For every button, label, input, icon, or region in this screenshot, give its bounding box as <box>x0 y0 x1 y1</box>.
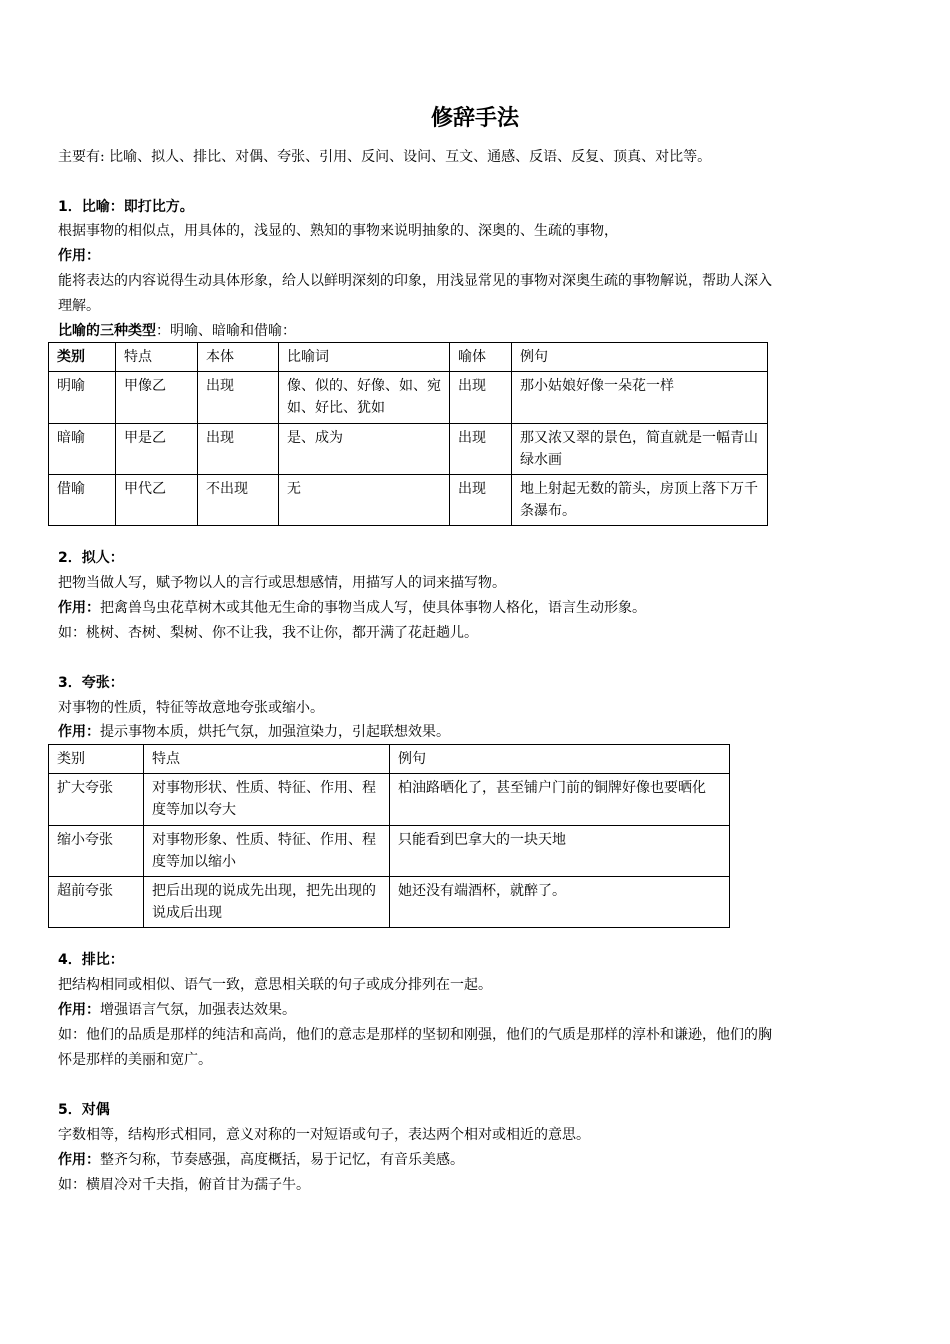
table-header-row <box>49 343 768 372</box>
table-row <box>49 774 730 826</box>
table-cell: 是、成为 <box>279 424 450 475</box>
section-4-role-text: 增强语言气氛，加强表达效果。 <box>100 1002 296 1018</box>
table-cell: 甲代乙 <box>116 475 198 526</box>
table-header-cell: 比喻词 <box>279 343 450 372</box>
table-header-row <box>49 745 730 774</box>
table-cell: 出现 <box>198 372 279 424</box>
section-1-role-label: 作用： <box>58 248 100 264</box>
section-4-role-line <box>58 1000 296 1020</box>
table-cell: 只能看到巴拿大的一块天地 <box>390 826 730 877</box>
metaphor-table <box>48 342 768 526</box>
section-3-role-line <box>58 722 450 742</box>
table-cell: 她还没有端酒杯，就醉了。 <box>390 877 730 928</box>
section-2-example: 如：桃树、杏树、梨树、你不让我，我不让你，都开满了花赶趟儿。 <box>58 625 478 641</box>
table-cell: 对事物形象、性质、特征、作用、程度等加以缩小 <box>144 826 390 877</box>
section-3-role-text: 提示事物本质，烘托气氛，加强渲染力，引起联想效果。 <box>100 724 450 740</box>
section-4-role-label: 作用： <box>58 1002 100 1018</box>
table-header-cell: 例句 <box>390 745 730 774</box>
hyperbole-table <box>48 744 730 928</box>
section-3-definition: 对事物的性质，特征等故意地夸张或缩小。 <box>58 700 324 716</box>
section-2-role-label: 作用： <box>58 600 100 616</box>
page-title: 修辞手法 <box>430 106 519 131</box>
table-row <box>49 475 768 526</box>
table-cell: 出现 <box>450 475 512 526</box>
section-4-heading: 4．排比： <box>58 952 124 968</box>
section-5-heading: 5．对偶 <box>58 1102 110 1118</box>
section-3-heading: 3．夸张： <box>58 675 124 691</box>
table-cell: 那又浓又翠的景色，简直就是一幅青山绿水画 <box>512 424 768 475</box>
table-cell: 出现 <box>450 372 512 424</box>
section-1-heading: 1．比喻：即打比方。 <box>58 199 194 215</box>
table-header-cell: 类别 <box>49 745 144 774</box>
table-cell: 出现 <box>198 424 279 475</box>
table-cell: 出现 <box>450 424 512 475</box>
section-5-example: 如：横眉冷对千夫指，俯首甘为孺子牛。 <box>58 1177 310 1193</box>
table-cell: 甲是乙 <box>116 424 198 475</box>
section-2-role-line <box>58 598 646 618</box>
table-row <box>49 826 730 877</box>
section-1-types-text: ：明喻、暗喻和借喻： <box>156 323 296 339</box>
table-header-cell: 类别 <box>49 343 116 372</box>
table-cell: 不出现 <box>198 475 279 526</box>
table-header-cell: 例句 <box>512 343 768 372</box>
table-row <box>49 372 768 424</box>
intro-text: 主要有: 比喻、拟人、排比、对偶、夸张、引用、反问、设问、互文、通感、反语、反复、顶真、对比等。 <box>58 149 712 165</box>
section-1-definition: 根据事物的相似点，用具体的，浅显的、熟知的事物来说明抽象的、深奥的、生疏的事物， <box>58 223 618 239</box>
table-cell: 像、似的、好像、如、宛如、好比、犹如 <box>279 372 450 424</box>
table-cell: 借喻 <box>49 475 116 526</box>
table-header-cell: 特点 <box>144 745 390 774</box>
table-cell: 地上射起无数的箭头，房顶上落下万千条瀑布。 <box>512 475 768 526</box>
section-5-definition: 字数相等，结构形式相同，意义对称的一对短语或句子，表达两个相对或相近的意思。 <box>58 1127 590 1143</box>
section-1-types-line <box>58 321 296 341</box>
table-cell: 无 <box>279 475 450 526</box>
section-1-role-line-2: 理解。 <box>58 298 100 314</box>
section-5-role-text: 整齐匀称，节奏感强，高度概括，易于记忆，有音乐美感。 <box>100 1152 464 1168</box>
table-cell: 扩大夸张 <box>49 774 144 826</box>
section-2-heading: 2．拟人： <box>58 550 124 566</box>
section-4-example-line-1: 如：他们的品质是那样的纯洁和高尚，他们的意志是那样的坚韧和刚强，他们的气质是那样的淳朴和谦逊，他们的胸 <box>58 1027 772 1043</box>
section-4-example-line-2: 怀是那样的美丽和宽广。 <box>58 1052 212 1068</box>
section-2-role-text: 把禽兽鸟虫花草树木或其他无生命的事物当成人写，使具体事物人格化，语言生动形象。 <box>100 600 646 616</box>
table-row <box>49 424 768 475</box>
section-3-role-label: 作用： <box>58 724 100 740</box>
table-row <box>49 877 730 928</box>
table-cell: 那小姑娘好像一朵花一样 <box>512 372 768 424</box>
table-cell: 缩小夸张 <box>49 826 144 877</box>
section-5-role-label: 作用： <box>58 1152 100 1168</box>
section-1-types-label: 比喻的三种类型 <box>58 323 156 339</box>
table-cell: 把后出现的说成先出现，把先出现的说成后出现 <box>144 877 390 928</box>
section-2-definition: 把物当做人写，赋予物以人的言行或思想感情，用描写人的词来描写物。 <box>58 575 506 591</box>
table-cell: 对事物形状、性质、特征、作用、程度等加以夸大 <box>144 774 390 826</box>
table-header-cell: 本体 <box>198 343 279 372</box>
section-5-role-line <box>58 1150 464 1170</box>
table-cell: 暗喻 <box>49 424 116 475</box>
section-4-definition: 把结构相同或相似、语气一致，意思相关联的句子或成分排列在一起。 <box>58 977 492 993</box>
section-1-role-line-1: 能将表达的内容说得生动具体形象，给人以鲜明深刻的印象，用浅显常见的事物对深奥生疏的事物解说，帮助人深入 <box>58 273 772 289</box>
table-cell: 超前夸张 <box>49 877 144 928</box>
table-header-cell: 特点 <box>116 343 198 372</box>
table-cell: 甲像乙 <box>116 372 198 424</box>
table-cell: 明喻 <box>49 372 116 424</box>
table-header-cell: 喻体 <box>450 343 512 372</box>
table-cell: 柏油路晒化了，甚至铺户门前的铜牌好像也要晒化 <box>390 774 730 826</box>
